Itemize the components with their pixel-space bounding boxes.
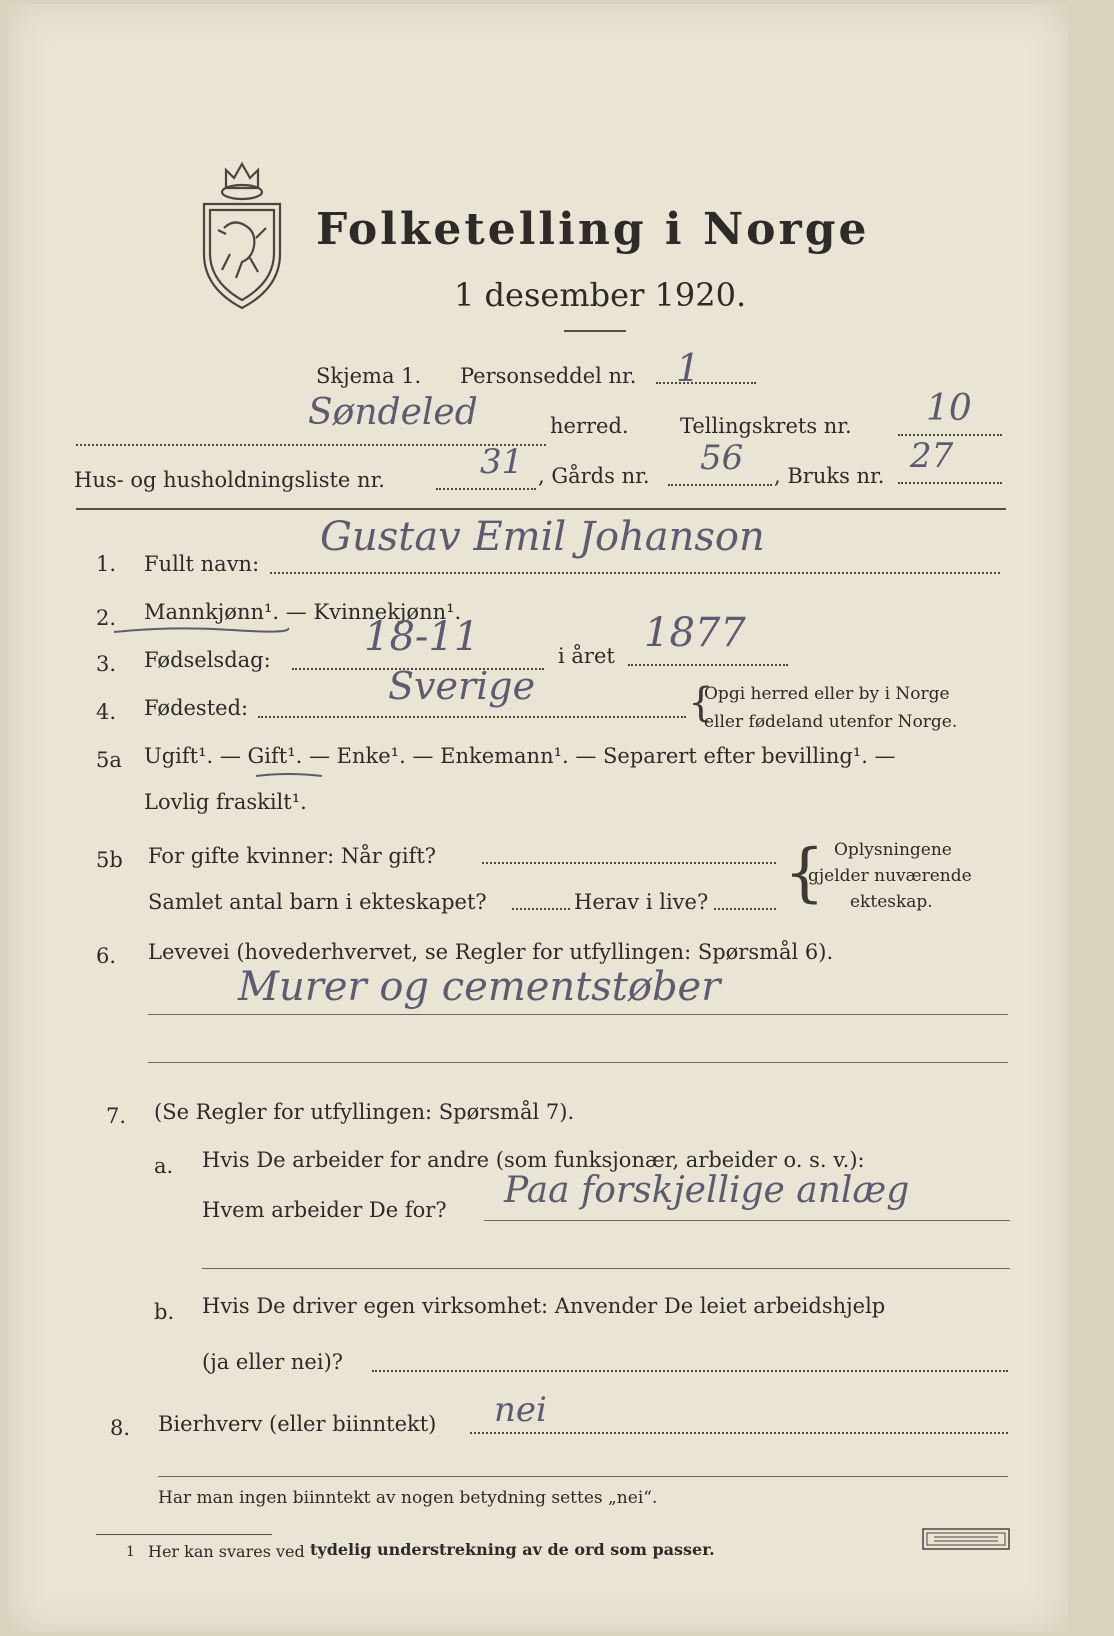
q7a-line1: Hvis De arbeider for andre (som funksjonær, arbeider o. s. v.):	[202, 1148, 865, 1172]
birthplace-note-2: eller fødeland utenfor Norge.	[704, 712, 958, 732]
marital-status-options[interactable]: Ugift¹. — Gift¹. — Enke¹. — Enkemann¹. — Separert efter bevilling¹. —	[144, 744, 896, 768]
marital-status-options-2[interactable]: Lovlig fraskilt¹.	[144, 790, 307, 814]
year-label: i året	[558, 644, 615, 668]
q5b-children-label: Samlet antal barn i ekteskapet?	[148, 890, 487, 914]
q2-number: 2.	[96, 606, 117, 630]
q1-label: Fullt navn:	[144, 552, 260, 576]
q7a-line2: Hvem arbeider De for?	[202, 1198, 447, 1222]
q7-label: (Se Regler for utfyllingen: Spørsmål 7).	[154, 1100, 575, 1124]
coat-of-arms-icon	[196, 158, 288, 314]
bruks-label: , Bruks nr.	[774, 464, 885, 488]
q5a-number: 5a	[96, 748, 122, 772]
q5b-note-3: ekteskap.	[850, 892, 933, 912]
gards-value[interactable]: 56	[700, 438, 744, 478]
q7b-line2: (ja eller nei)?	[202, 1350, 344, 1374]
occupation-value[interactable]: Murer og cementstøber	[238, 964, 721, 1010]
q8-number: 8.	[110, 1416, 131, 1440]
bruks-value[interactable]: 27	[910, 436, 954, 476]
birthdate-value[interactable]: 18-11	[364, 614, 480, 660]
q3-label: Fødselsdag:	[144, 648, 271, 672]
q4-number: 4.	[96, 700, 117, 724]
footnote-text-b: tydelig understrekning av de ord som passer.	[310, 1540, 715, 1559]
q8-label: Bierhverv (eller biinntekt)	[158, 1412, 437, 1436]
herred-label: herred.	[550, 414, 629, 438]
footer-note: Har man ingen biinntekt av nogen betydning settes „nei“.	[158, 1488, 658, 1508]
q5b-alive-label: Herav i live?	[574, 890, 709, 914]
q5b-note-2: gjelder nuværende	[808, 866, 972, 886]
header-section-divider	[76, 508, 1006, 510]
q7b-line1: Hvis De driver egen virksomhet: Anvender De leiet arbeidshjelp	[202, 1294, 886, 1318]
printer-stamp-icon	[922, 1528, 1010, 1550]
footnote-text-a: Her kan svares ved	[148, 1542, 305, 1561]
employer-value[interactable]: Paa forskjellige anlæg	[504, 1170, 910, 1211]
q5b-note-1: Oplysningene	[834, 840, 952, 860]
tellingskrets-label: Tellingskrets nr.	[680, 414, 852, 438]
husholdning-value[interactable]: 31	[480, 442, 524, 482]
q1-number: 1.	[96, 552, 117, 576]
personseddel-value[interactable]: 1	[676, 346, 701, 390]
secondary-income-value[interactable]: nei	[494, 1390, 547, 1430]
q7b-letter: b.	[154, 1300, 175, 1324]
herred-value[interactable]: Søndeled	[308, 392, 478, 433]
footnote-number: 1	[126, 1544, 135, 1560]
gender-underline-mark	[112, 622, 292, 638]
q7-number: 7.	[106, 1104, 127, 1128]
birthplace-note-1: Opgi herred eller by i Norge	[704, 684, 950, 704]
birth-year-value[interactable]: 1877	[644, 610, 746, 656]
birthplace-value[interactable]: Sverige	[388, 664, 536, 708]
form-title: Folketelling i Norge	[316, 204, 870, 255]
schema-label: Skjema 1.	[316, 364, 422, 388]
gender-options[interactable]: Mannkjønn¹. — Kvinnekjønn¹.	[144, 600, 462, 624]
census-form: Folketelling i Norge 1 desember 1920. Skjema 1. Personseddel nr. 1 Søndeled herred. Tellingskrets nr. 10 Hus- og husholdningsliste nr. 31 , Gårds nr. 56 , Bruks nr. 27 1. Fullt navn: Gustav Emil Johanson 2. Mannkjønn¹. — Kvinnekjønn¹. 3. Fødselsdag: 18-11 i året 1877 4. Fødested: Sverige { Opgi herred eller by i Norge eller fødeland utenfor Norge. 5a Ugift¹. — Gift¹. — Enke¹. — Enkemann¹. — Separert efter bevilling¹. — Lovlig fraskilt¹. 5b For gifte kvinner: Når gift? Samlet antal barn i ekteskapet? Herav i live? { Oplysningene gjelder nuværende ekteskap. 6. Levevei (hovederhvervet, se Regler for utfyllingen: Spørsmål 6). Murer og cementstøber 7. (Se Regler for utfyllingen: Spørsmål 7). a. Hvis De arbeider for andre (som funksjonær, arbeider o. s. v.): Hvem arbeider De for? Paa forskjellige anlæg b. Hvis De driver egen virksomhet: Anvender De leiet arbeidshjelp (ja eller nei)? 8. Bierhverv (eller biinntekt) nei Har man ingen biinntekt av nogen betydning settes „nei“. 1 Her kan svares ved tydelig understrekning av de ord som passer.	[8, 4, 1068, 1632]
q7a-letter: a.	[154, 1154, 174, 1178]
q6-label: Levevei (hovederhvervet, se Regler for utfyllingen: Spørsmål 6).	[148, 940, 834, 964]
marital-underline-mark	[254, 770, 324, 782]
form-date: 1 desember 1920.	[454, 276, 747, 314]
full-name-value[interactable]: Gustav Emil Johanson	[320, 514, 765, 560]
q5b-number: 5b	[96, 848, 123, 872]
title-divider	[564, 330, 626, 332]
tellingskrets-value[interactable]: 10	[926, 388, 972, 429]
q4-label: Fødested:	[144, 696, 249, 720]
personseddel-label: Personseddel nr.	[460, 364, 637, 388]
q6-number: 6.	[96, 944, 117, 968]
q3-number: 3.	[96, 652, 117, 676]
husholdning-label: Hus- og husholdningsliste nr.	[74, 468, 385, 492]
q5b-line1: For gifte kvinner: Når gift?	[148, 844, 437, 868]
gards-label: , Gårds nr.	[538, 464, 650, 488]
